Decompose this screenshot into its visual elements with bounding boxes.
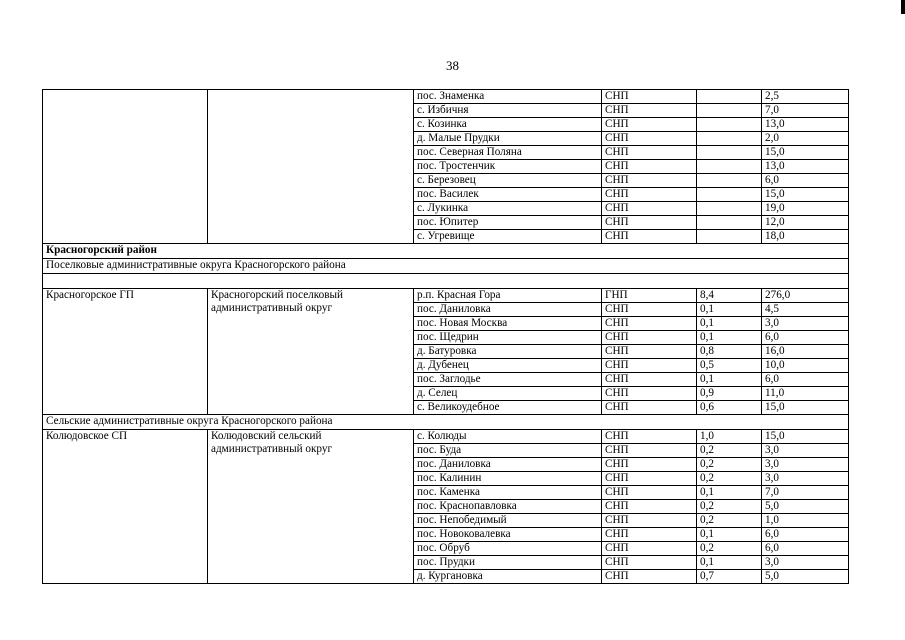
subsection-title: Поселковые административные округа Красногорского района — [43, 259, 849, 274]
settlement-name-cell: с. Угревище — [414, 230, 602, 244]
page-number: 38 — [446, 58, 459, 73]
table-row — [43, 90, 849, 104]
settlement-type-cell: СНП — [602, 118, 697, 132]
settlement-name-cell: пос. Новоковалевка — [414, 528, 602, 542]
settlement-type-cell: СНП — [602, 373, 697, 387]
distance-cell: 13,0 — [762, 160, 849, 174]
subsection-row — [43, 415, 849, 430]
settlement-name-cell: пос. Заглодье — [414, 373, 602, 387]
settlement-name-cell: пос. Тростенчик — [414, 160, 602, 174]
distance-cell: 15,0 — [762, 146, 849, 160]
settlement-type-cell: СНП — [602, 500, 697, 514]
area-cell: 0,2 — [697, 514, 762, 528]
area-cell: 0,1 — [697, 556, 762, 570]
area-cell: 0,9 — [697, 387, 762, 401]
settlement-type-cell: СНП — [602, 317, 697, 331]
settlement-type-cell: СНП — [602, 444, 697, 458]
distance-cell: 3,0 — [762, 556, 849, 570]
settlement-type-cell: СНП — [602, 401, 697, 415]
settlement-type-cell: СНП — [602, 331, 697, 345]
settlement-name-cell: с. Избичня — [414, 104, 602, 118]
settlement-type-cell: СНП — [602, 90, 697, 104]
area-cell — [697, 230, 762, 244]
settlement-name-cell: д. Дубенец — [414, 359, 602, 373]
distance-cell: 13,0 — [762, 118, 849, 132]
area-cell: 8,4 — [697, 289, 762, 303]
distance-cell: 15,0 — [762, 188, 849, 202]
settlement-type-cell: СНП — [602, 359, 697, 373]
distance-cell: 7,0 — [762, 104, 849, 118]
distance-cell: 3,0 — [762, 458, 849, 472]
distance-cell: 2,0 — [762, 132, 849, 146]
distance-cell: 15,0 — [762, 401, 849, 415]
settlement-name-cell: д. Кургановка — [414, 570, 602, 584]
settlement-name-cell: пос. Северная Поляна — [414, 146, 602, 160]
distance-cell: 6,0 — [762, 174, 849, 188]
area-cell — [697, 146, 762, 160]
settlement-type-cell: СНП — [602, 132, 697, 146]
settlement-type-cell: СНП — [602, 458, 697, 472]
distance-cell: 2,5 — [762, 90, 849, 104]
okrug-cell: Красногорский поселковый административный округ — [208, 289, 414, 415]
district-cell: Красногорское ГП — [43, 289, 208, 415]
district-cell: Колюдовское СП — [43, 430, 208, 584]
okrug-cell — [208, 90, 414, 244]
settlement-type-cell: СНП — [602, 104, 697, 118]
settlement-type-cell: СНП — [602, 216, 697, 230]
settlement-name-cell: пос. Знаменка — [414, 90, 602, 104]
area-cell — [697, 160, 762, 174]
section-row — [43, 244, 849, 259]
settlement-type-cell: СНП — [602, 528, 697, 542]
area-cell — [697, 118, 762, 132]
area-cell: 0,8 — [697, 345, 762, 359]
settlement-name-cell: пос. Даниловка — [414, 303, 602, 317]
settlement-name-cell: пос. Краснопавловка — [414, 500, 602, 514]
settlement-type-cell: СНП — [602, 345, 697, 359]
settlement-name-cell: с. Березовец — [414, 174, 602, 188]
distance-cell: 6,0 — [762, 373, 849, 387]
table-row — [43, 430, 849, 444]
distance-cell: 276,0 — [762, 289, 849, 303]
distance-cell: 1,0 — [762, 514, 849, 528]
area-cell: 0,7 — [697, 570, 762, 584]
settlement-type-cell: СНП — [602, 202, 697, 216]
settlement-name-cell: пос. Каменка — [414, 486, 602, 500]
settlement-type-cell: СНП — [602, 160, 697, 174]
distance-cell: 11,0 — [762, 387, 849, 401]
settlement-name-cell: пос. Щедрин — [414, 331, 602, 345]
settlement-type-cell: СНП — [602, 230, 697, 244]
area-cell: 0,6 — [697, 401, 762, 415]
section-title: Красногорский район — [43, 244, 849, 259]
area-cell: 0,2 — [697, 444, 762, 458]
area-cell — [697, 202, 762, 216]
settlement-name-cell: пос. Калинин — [414, 472, 602, 486]
area-cell: 0,2 — [697, 500, 762, 514]
subsection-title: Сельские административные округа Красногорского района — [43, 415, 849, 430]
area-cell: 0,1 — [697, 528, 762, 542]
area-cell: 0,2 — [697, 542, 762, 556]
distance-cell: 19,0 — [762, 202, 849, 216]
area-cell: 0,5 — [697, 359, 762, 373]
settlement-name-cell: с. Колюды — [414, 430, 602, 444]
subsection-row — [43, 259, 849, 274]
distance-cell: 15,0 — [762, 430, 849, 444]
settlement-name-cell: с. Лукинка — [414, 202, 602, 216]
area-cell: 0,1 — [697, 373, 762, 387]
settlement-name-cell: пос. Буда — [414, 444, 602, 458]
distance-cell: 16,0 — [762, 345, 849, 359]
distance-cell: 4,5 — [762, 303, 849, 317]
distance-cell: 6,0 — [762, 528, 849, 542]
settlement-type-cell: СНП — [602, 542, 697, 556]
settlement-name-cell: с. Великоудебное — [414, 401, 602, 415]
area-cell — [697, 174, 762, 188]
area-cell: 0,1 — [697, 303, 762, 317]
settlement-type-cell: СНП — [602, 188, 697, 202]
settlement-type-cell: СНП — [602, 514, 697, 528]
spacer-row — [43, 274, 849, 289]
spacer-cell — [43, 274, 849, 289]
area-cell: 0,2 — [697, 472, 762, 486]
table-body — [43, 90, 849, 584]
district-cell — [43, 90, 208, 244]
table-row — [43, 289, 849, 303]
distance-cell: 5,0 — [762, 570, 849, 584]
settlement-type-cell: СНП — [602, 303, 697, 317]
area-cell: 0,2 — [697, 458, 762, 472]
distance-cell: 3,0 — [762, 444, 849, 458]
okrug-cell: Колюдовский сельский административный округ — [208, 430, 414, 584]
area-cell: 1,0 — [697, 430, 762, 444]
settlement-type-cell: СНП — [602, 486, 697, 500]
settlement-name-cell: с. Козинка — [414, 118, 602, 132]
settlement-name-cell: пос. Непобедимый — [414, 514, 602, 528]
area-cell — [697, 90, 762, 104]
settlement-type-cell: СНП — [602, 430, 697, 444]
distance-cell: 10,0 — [762, 359, 849, 373]
settlement-type-cell: СНП — [602, 556, 697, 570]
area-cell — [697, 188, 762, 202]
area-cell — [697, 132, 762, 146]
settlement-type-cell: СНП — [602, 387, 697, 401]
distance-cell: 3,0 — [762, 317, 849, 331]
scan-edge-mark — [901, 0, 905, 14]
area-cell — [697, 216, 762, 230]
settlement-name-cell: д. Батуровка — [414, 345, 602, 359]
distance-cell: 6,0 — [762, 331, 849, 345]
distance-cell: 18,0 — [762, 230, 849, 244]
area-cell: 0,1 — [697, 317, 762, 331]
settlement-name-cell: пос. Юпитер — [414, 216, 602, 230]
settlement-type-cell: ГНП — [602, 289, 697, 303]
settlement-name-cell: пос. Обруб — [414, 542, 602, 556]
settlement-name-cell: д. Селец — [414, 387, 602, 401]
area-cell — [697, 104, 762, 118]
settlement-type-cell: СНП — [602, 570, 697, 584]
distance-cell: 7,0 — [762, 486, 849, 500]
settlement-type-cell: СНП — [602, 472, 697, 486]
settlement-name-cell: пос. Новая Москва — [414, 317, 602, 331]
distance-cell: 3,0 — [762, 472, 849, 486]
settlement-name-cell: д. Малые Прудки — [414, 132, 602, 146]
settlement-type-cell: СНП — [602, 174, 697, 188]
distance-cell: 5,0 — [762, 500, 849, 514]
distance-cell: 6,0 — [762, 542, 849, 556]
settlement-name-cell: пос. Даниловка — [414, 458, 602, 472]
settlement-name-cell: пос. Василек — [414, 188, 602, 202]
settlements-table — [42, 89, 849, 584]
settlement-name-cell: пос. Прудки — [414, 556, 602, 570]
settlement-name-cell: р.п. Красная Гора — [414, 289, 602, 303]
area-cell: 0,1 — [697, 486, 762, 500]
distance-cell: 12,0 — [762, 216, 849, 230]
area-cell: 0,1 — [697, 331, 762, 345]
settlement-type-cell: СНП — [602, 146, 697, 160]
